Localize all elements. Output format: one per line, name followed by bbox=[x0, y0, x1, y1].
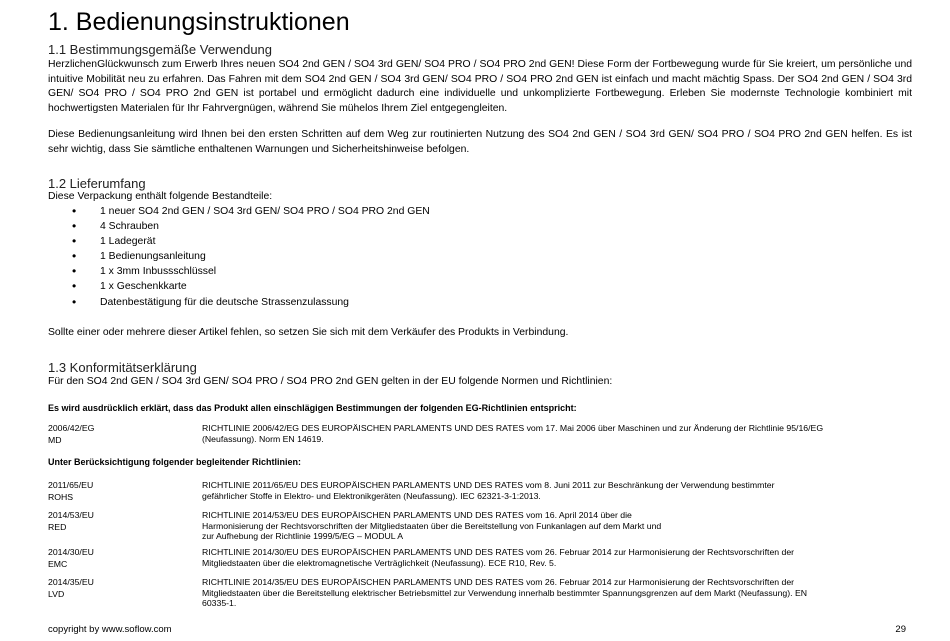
page-number: 29 bbox=[895, 624, 906, 635]
list-item: • 1 x Geschenkkarte bbox=[72, 279, 430, 294]
directive-text: RICHTLINIE 2014/30/EU DES EUROPÄISCHEN PARLAMENTS UND DES RATES vom 26. Februar 2014 zur Harmonisierung der Rechtsvorschriften der Mitgliedstaaten über die elektromagnetische Verträglichkeit (Neufassung). ECE R10, Rev. 5. bbox=[202, 547, 795, 568]
directive-code: 2014/53/EU RED bbox=[48, 510, 94, 532]
list-item: • Datenbestätigung für die deutsche Strassenzulassung bbox=[72, 295, 430, 310]
directive-code: 2006/42/EG MD bbox=[48, 423, 95, 445]
list-item: • 1 neuer SO4 2nd GEN / SO4 3rd GEN/ SO4 PRO / SO4 PRO 2nd GEN bbox=[72, 204, 430, 219]
directive-code: 2011/65/EU ROHS bbox=[48, 480, 94, 502]
footer-copyright: copyright by www.soflow.com bbox=[48, 624, 172, 635]
list-item: • 4 Schrauben bbox=[72, 219, 430, 234]
directive-text: RICHTLINIE 2014/35/EU DES EUROPÄISCHEN PARLAMENTS UND DES RATES vom 26. Februar 2014 zur Harmonisierung der Rechtsvorschriften der Mitgliedstaaten über die Bereitstellung elektrischer Betriebsmittel zur Verwendung innerhalb bestimmter Spannungsgrenzen auf dem Markt (Neufassung). EN 60335-1. bbox=[202, 577, 808, 609]
list-item: • 1 Ladegerät bbox=[72, 234, 430, 249]
intro-paragraph: HerzlichenGlückwunsch zum Erwerb Ihres neuen SO4 2nd GEN / SO4 3rd GEN/ SO4 PRO / SO4 PRO 2nd GEN! Diese Form der Fortbewegung wurde für Sie kreiert, um persönliche und intuitive Mobilität neu zu erfahren. Das Fahren mit dem SO4 2nd GEN / SO4 3rd GEN/ SO4 PRO / SO4 PRO 2nd GEN ist einfach und macht mächtig Spass. Der SO4 2nd GEN / SO4 3rd GEN/ SO4 PRO / SO4 PRO 2nd GEN ist portabel und ermöglicht dadurch eine individuelle und unkomplizierte Fortbewegung. Erleben Sie modernste Technologie kombiniert mit hochwertigsten Materialen für Ihr Fahrvergnügen, während Sie mühelos Ihrem Ziel entgegengleiten. bbox=[48, 59, 912, 114]
accompanying-directives-heading: Unter Berücksichtigung folgender begleitender Richtlinien: bbox=[48, 457, 302, 467]
delivery-intro: Diese Verpackung enthält folgende Bestandteile: bbox=[48, 191, 273, 202]
directive-text: RICHTLINIE 2014/53/EU DES EUROPÄISCHEN PARLAMENTS UND DES RATES vom 16. April 2014 über die Harmonisierung der Rechtsvorschriften der Mitgliedstaaten über die Bereitstellung von Funkanlagen auf dem Markt und zur Aufhebung der Richtlinie 1999/5/EG – MODUL A bbox=[202, 510, 662, 542]
section-heading-delivery: 1.2 Lieferumfang bbox=[48, 176, 146, 191]
directive-code: 2014/30/EU EMC bbox=[48, 547, 94, 569]
section-heading-intended-use: 1.1 Bestimmungsgemäße Verwendung bbox=[48, 42, 273, 57]
directive-statement: Es wird ausdrücklich erklärt, dass das Produkt allen einschlägigen Bestimmungen der folgenden EG-Richtlinien entspricht: bbox=[48, 403, 577, 413]
manual-paragraph: Diese Bedienungsanleitung wird Ihnen bei den ersten Schritten auf dem Weg zur routinierten Nutzung des SO4 2nd GEN / SO4 3rd GEN/ SO4 PRO / SO4 PRO 2nd GEN helfen. Es ist sehr wichtig, dass Sie sämtliche enthaltenen Warnungen und Sicherheitshinweise befolgen. bbox=[48, 129, 912, 155]
page-title: 1. Bedienungsinstruktionen bbox=[48, 8, 350, 36]
directive-code: 2014/35/EU LVD bbox=[48, 577, 94, 599]
list-item: • 1 x 3mm Inbussschlüssel bbox=[72, 264, 430, 279]
directive-text: RICHTLINIE 2006/42/EG DES EUROPÄISCHEN PARLAMENTS UND DES RATES vom 17. Mai 2006 über Maschinen und zur Änderung der Richtlinie 95/16/EG (Neufassung). Norm EN 14619. bbox=[202, 423, 824, 444]
delivery-outro: Sollte einer oder mehrere dieser Artikel fehlen, so setzen Sie sich mit dem Verkäufer des Produkts in Verbindung. bbox=[48, 327, 569, 338]
list-item: • 1 Bedienungsanleitung bbox=[72, 249, 430, 264]
section-heading-conformity: 1.3 Konformitätserklärung bbox=[48, 360, 197, 375]
directive-text: RICHTLINIE 2011/65/EU DES EUROPÄISCHEN PARLAMENTS UND DES RATES vom 8. Juni 2011 zur Beschränkung der Verwendung bestimmter gefährlicher Stoffe in Elektro- und Elektronikgeräten (Neufassung). IEC 62321-3-1:2013. bbox=[202, 480, 775, 501]
delivery-list bbox=[72, 204, 430, 310]
conformity-intro: Für den SO4 2nd GEN / SO4 3rd GEN/ SO4 PRO / SO4 PRO 2nd GEN gelten in der EU folgende Normen und Richtlinien: bbox=[48, 376, 613, 387]
